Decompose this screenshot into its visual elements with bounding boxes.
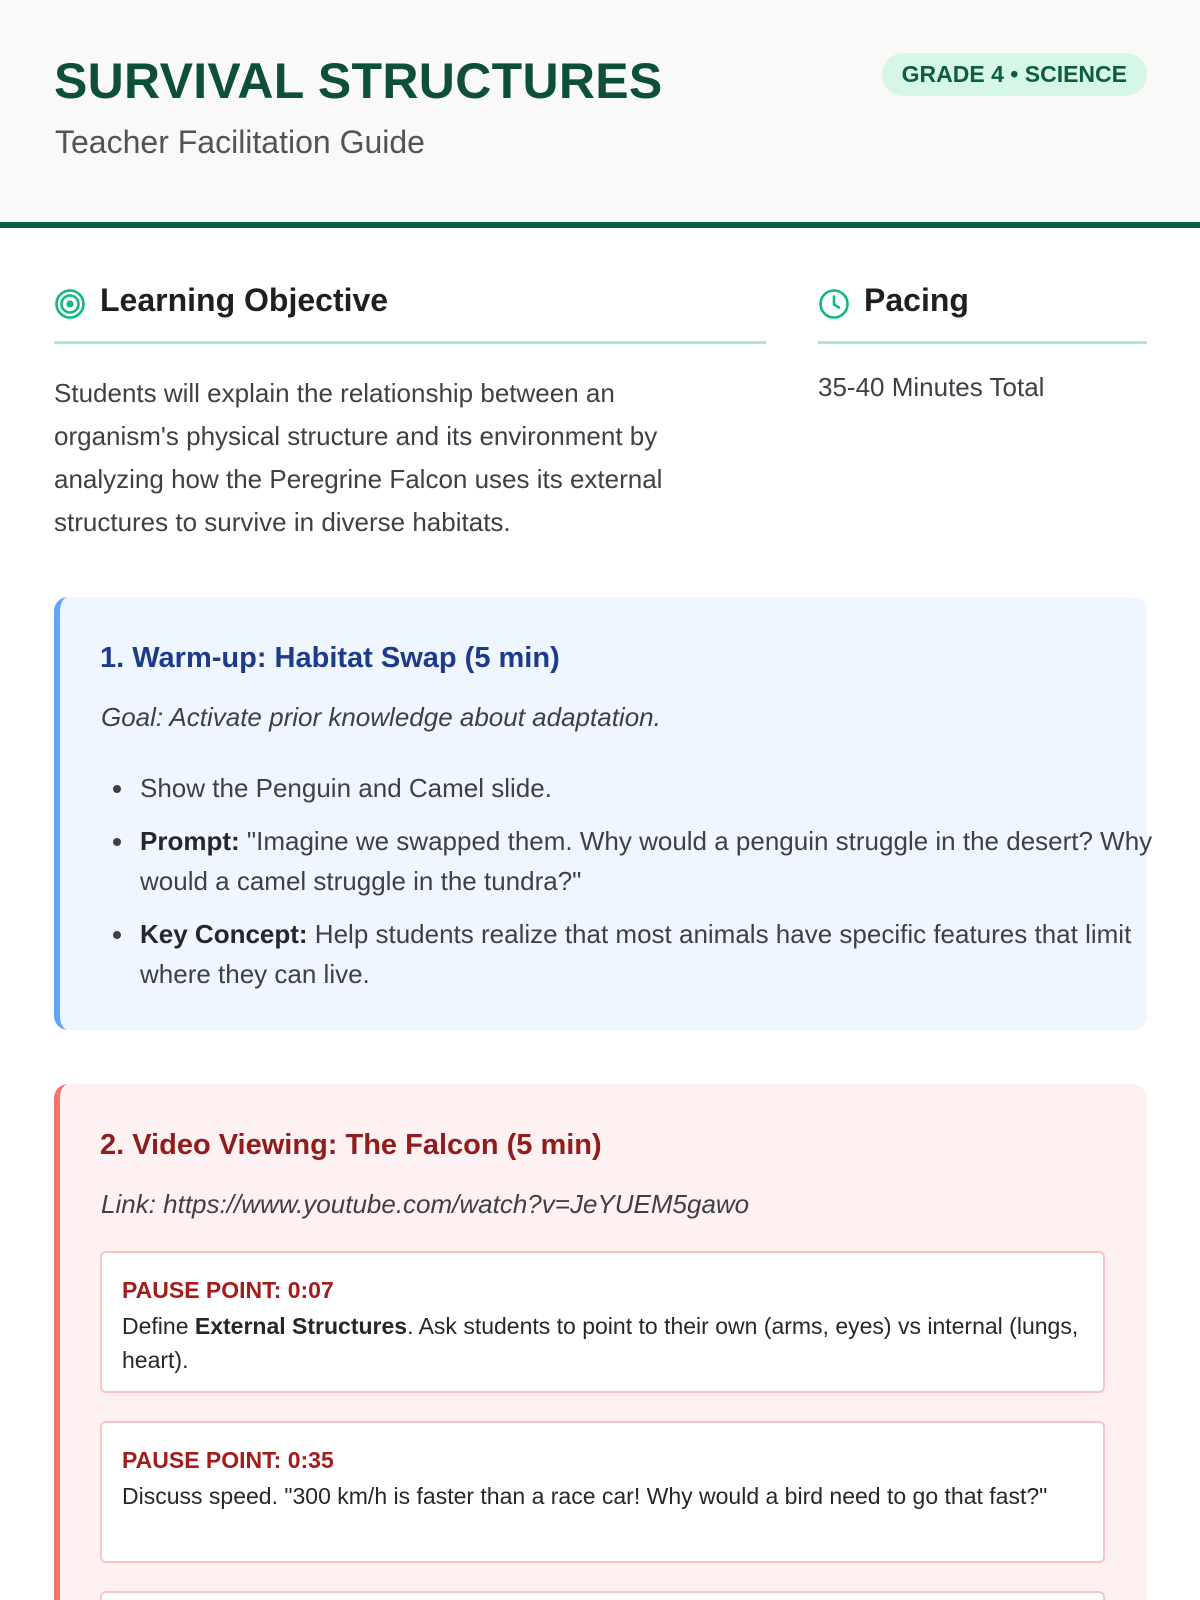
page-title: SURVIVAL STRUCTURES (54, 53, 663, 109)
objective-heading: Learning Objective (100, 282, 389, 318)
page-header (0, 0, 1200, 228)
warmup-title: 1. Warm-up: Habitat Swap (5 min) (100, 642, 560, 674)
warmup-goal: Goal: Activate prior knowledge about adaptation. (101, 702, 661, 732)
video-link[interactable]: Link: https://www.youtube.com/watch?v=JeYUEM5gawo (101, 1189, 750, 1219)
list-item: Prompt: "Imagine we swapped them. Why would a penguin struggle in the desert? Why would a camel struggle in the tundra?" (140, 821, 1155, 901)
pacing-section-header (818, 282, 1147, 344)
page-subtitle: Teacher Facilitation Guide (55, 124, 425, 160)
video-title: 2. Video Viewing: The Falcon (5 min) (100, 1129, 602, 1161)
warmup-bullet-list (140, 768, 1155, 1007)
pause-point-card (100, 1421, 1105, 1563)
pause-point-card (100, 1251, 1105, 1393)
pause-point-text: Discuss speed. "300 km/h is faster than a race car! Why would a bird need to go that fast?" (122, 1483, 1048, 1509)
objective-section-header (54, 282, 766, 344)
pacing-heading: Pacing (864, 282, 969, 318)
target-icon (54, 288, 86, 320)
grade-subject-badge: GRADE 4 • SCIENCE (882, 53, 1147, 96)
pacing-text: 35-40 Minutes Total (818, 372, 1045, 402)
pause-point-text: Define External Structures. Ask students to point to their own (arms, eyes) vs internal (lungs, heart). (122, 1313, 1079, 1373)
list-item: Show the Penguin and Camel slide. (140, 768, 1155, 808)
objective-text: Students will explain the relationship between an organism's physical structure and its environment by analyzing how the Peregrine Falcon uses its external structures to survive in diverse habitats. (54, 378, 663, 537)
pause-point-label: PAUSE POINT: 0:35 (122, 1447, 334, 1473)
pause-point-label: PAUSE POINT: 0:07 (122, 1277, 334, 1303)
list-item: Key Concept: Help students realize that most animals have specific features that limit where they can live. (140, 914, 1155, 994)
pause-point-card-partial (100, 1591, 1105, 1600)
clock-icon (818, 288, 850, 320)
